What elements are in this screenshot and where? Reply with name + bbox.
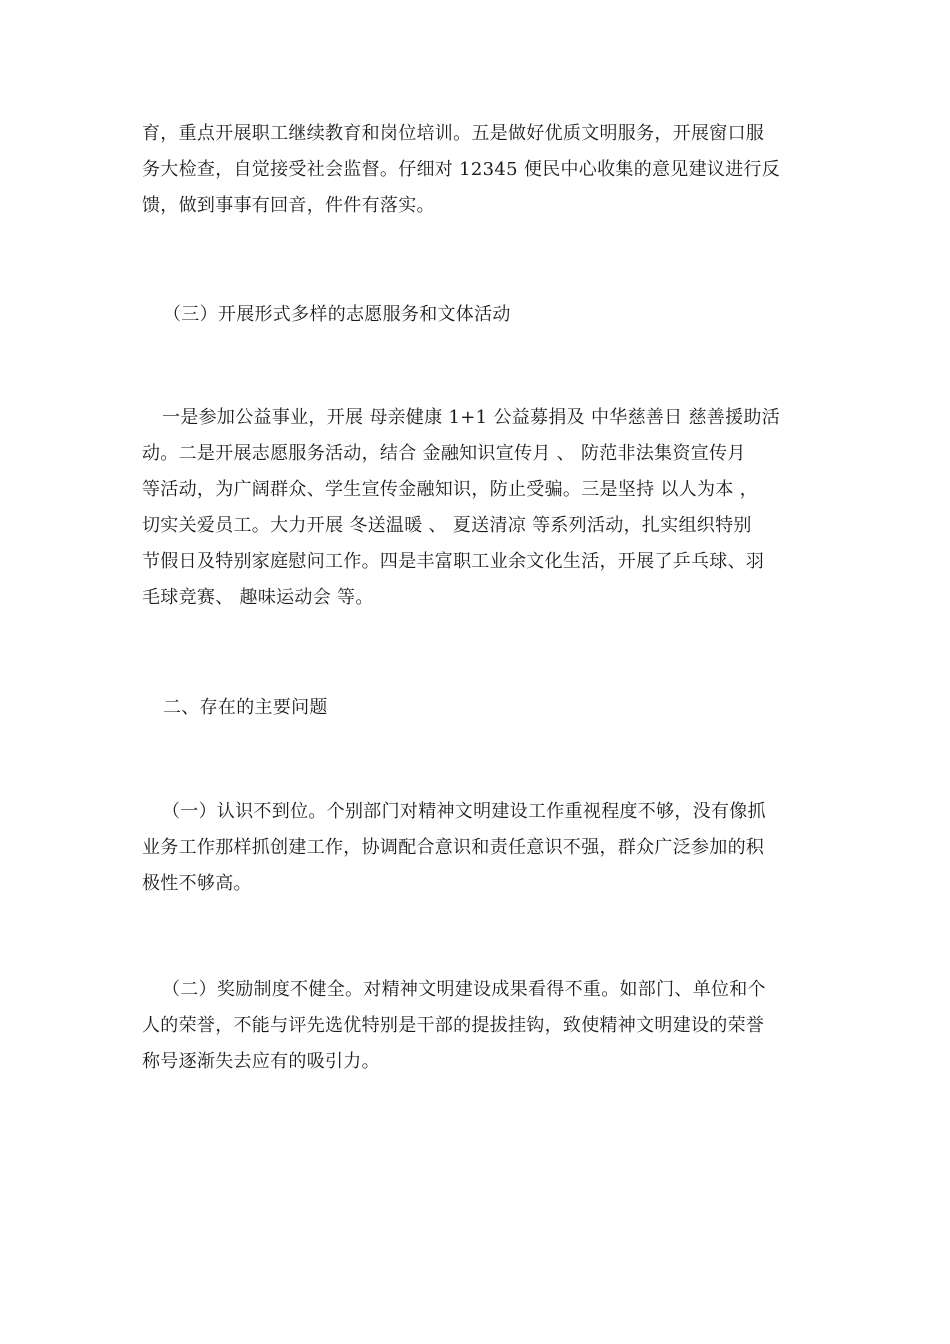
text-line: 二、存在的主要问题	[163, 697, 328, 718]
paragraph-service	[142, 116, 810, 224]
heading-main-problems	[163, 690, 831, 726]
text-line: 等活动，为广阔群众、学生宣传金融知识，防止受骗。三是坚持 以人为本 ，	[142, 479, 758, 500]
paragraph-problem-two	[142, 972, 810, 1080]
heading-volunteer-activities	[163, 297, 831, 333]
text-line: 毛球竞赛、 趣味运动会 等。	[142, 587, 374, 608]
text-line: 动。二是开展志愿服务活动，结合 金融知识宣传月 、 防范非法集资宣传月	[142, 443, 746, 464]
text-line: 业务工作那样抓创建工作，协调配合意识和责任意识不强，群众广泛参加的积	[142, 837, 765, 858]
paragraph-volunteer	[142, 400, 810, 616]
text-line: 馈，做到事事有回音，件件有落实。	[142, 195, 435, 216]
text-line: （三）开展形式多样的志愿服务和文体活动	[163, 304, 511, 325]
text-line: 节假日及特别家庭慰问工作。四是丰富职工业余文化生活，开展了乒乓球、羽	[142, 551, 765, 572]
text-line: 极性不够高。	[142, 873, 252, 894]
text-line: 务大检查，自觉接受社会监督。仔细对 12345 便民中心收集的意见建议进行反	[142, 159, 781, 180]
paragraph-problem-one	[142, 794, 810, 902]
text-line: （二）奖励制度不健全。对精神文明建设成果看得不重。如部门、单位和个	[162, 979, 766, 1000]
text-line: 育，重点开展职工继续教育和岗位培训。五是做好优质文明服务，开展窗口服	[142, 123, 765, 144]
text-line: 切实关爱员工。大力开展 冬送温暖 、 夏送清凉 等系列活动，扎实组织特别	[142, 515, 752, 536]
text-line: 一是参加公益事业，开展 母亲健康 1+1 公益募捐及 中华慈善日 慈善援助活	[162, 407, 780, 428]
text-line: 称号逐渐失去应有的吸引力。	[142, 1051, 380, 1072]
text-line: 人的荣誉，不能与评先选优特别是干部的提拔挂钩，致使精神文明建设的荣誉	[142, 1015, 765, 1036]
text-line: （一）认识不到位。个别部门对精神文明建设工作重视程度不够，没有像抓	[162, 801, 766, 822]
